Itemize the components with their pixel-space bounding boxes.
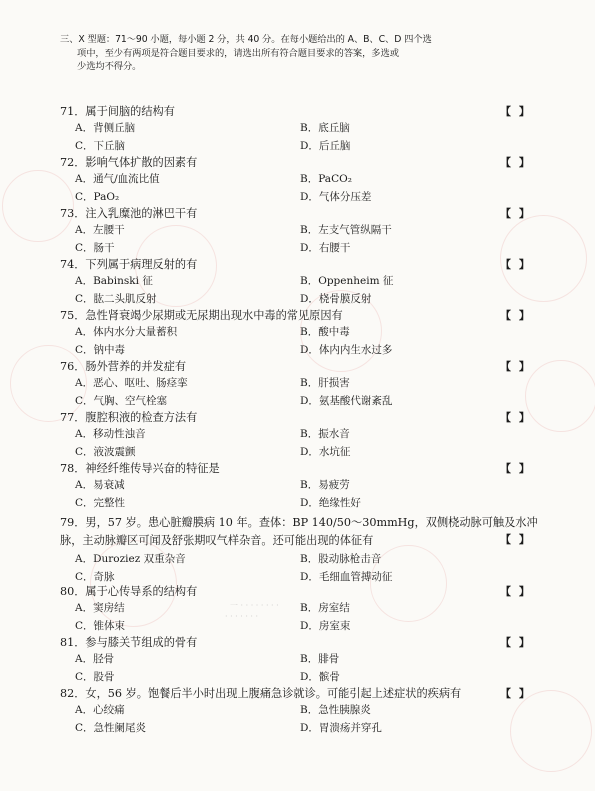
option-c[interactable]: C．液波震颤 bbox=[75, 446, 136, 458]
question-stem: 71．属于间脑的结构有 bbox=[60, 105, 175, 118]
option-d[interactable]: D．桡骨膜反射 bbox=[300, 293, 372, 305]
option-c[interactable]: C．股骨 bbox=[75, 671, 115, 683]
option-d[interactable]: D．气体分压差 bbox=[300, 191, 372, 203]
option-c[interactable]: C．钠中毒 bbox=[75, 344, 126, 356]
answer-bracket[interactable]: 【 】 bbox=[500, 309, 532, 322]
bleed-through-mark: · · · · · · · bbox=[225, 612, 259, 621]
option-a[interactable]: A．体内水分大量蓄积 bbox=[75, 326, 178, 338]
instructions-line-1: 三、X 型题：71～90 小题，每小题 2 分，共 40 分。在每小题给出的 A、B、C、D 四个选 bbox=[60, 34, 432, 45]
answer-bracket[interactable]: 【 】 bbox=[500, 207, 532, 220]
question-stem: 72．影响气体扩散的因素有 bbox=[60, 156, 198, 169]
option-a[interactable]: A．Duroziez 双重杂音 bbox=[75, 553, 186, 565]
option-c[interactable]: C．气胸、空气栓塞 bbox=[75, 395, 168, 407]
option-a[interactable]: A．背侧丘脑 bbox=[75, 122, 136, 134]
option-d[interactable]: D．胃溃疡并穿孔 bbox=[300, 722, 382, 734]
question-stem: 78．神经纤维传导兴奋的特征是 bbox=[60, 462, 220, 475]
question-stem: 81．参与膝关节组成的骨有 bbox=[60, 636, 198, 649]
option-c[interactable]: C．奇脉 bbox=[75, 571, 115, 583]
option-c[interactable]: C．PaO₂ bbox=[75, 191, 120, 203]
option-a[interactable]: A．窦房结 bbox=[75, 602, 125, 614]
question-82 bbox=[0, 686, 595, 746]
option-d[interactable]: D．房室束 bbox=[300, 620, 351, 632]
option-d[interactable]: D．毛细血管搏动征 bbox=[300, 571, 393, 583]
question-stem: 73．注入乳糜池的淋巴干有 bbox=[60, 207, 198, 220]
option-a[interactable]: A．胫骨 bbox=[75, 653, 115, 665]
option-a[interactable]: A．恶心、呕吐、肠痉挛 bbox=[75, 377, 188, 389]
answer-bracket[interactable]: 【 】 bbox=[500, 533, 532, 546]
answer-bracket[interactable]: 【 】 bbox=[500, 687, 532, 700]
bleed-through-mark: 一 · · · · · · · · bbox=[230, 601, 279, 610]
option-b[interactable]: B．股动脉枪击音 bbox=[300, 553, 382, 565]
option-b[interactable]: B．PaCO₂ bbox=[300, 173, 352, 185]
question-stem: 75．急性肾衰竭少尿期或无尿期出现水中毒的常见原因有 bbox=[60, 309, 343, 322]
question-stem: 80．属于心传导系的结构有 bbox=[60, 585, 198, 598]
question-79 bbox=[0, 514, 595, 584]
option-d[interactable]: D．后丘脑 bbox=[300, 140, 351, 152]
option-b[interactable]: B．底丘脑 bbox=[300, 122, 350, 134]
option-b[interactable]: B．振水音 bbox=[300, 428, 350, 440]
option-b[interactable]: B．房室结 bbox=[300, 602, 350, 614]
answer-bracket[interactable]: 【 】 bbox=[500, 156, 532, 169]
section-instructions bbox=[60, 33, 460, 74]
option-d[interactable]: D．髌骨 bbox=[300, 671, 340, 683]
option-a[interactable]: A．左腰干 bbox=[75, 224, 125, 236]
option-c[interactable]: C．肱二头肌反射 bbox=[75, 293, 157, 305]
option-d[interactable]: D．绝缘性好 bbox=[300, 497, 361, 509]
option-a[interactable]: A．通气/血流比值 bbox=[75, 173, 160, 185]
answer-bracket[interactable]: 【 】 bbox=[500, 585, 532, 598]
option-c[interactable]: C．锥体束 bbox=[75, 620, 126, 632]
option-a[interactable]: A．Babinski 征 bbox=[75, 275, 153, 287]
option-b[interactable]: B．Oppenheim 征 bbox=[300, 275, 394, 287]
question-stem: 74．下列属于病理反射的有 bbox=[60, 258, 198, 271]
answer-bracket[interactable]: 【 】 bbox=[500, 636, 532, 649]
question-stem: 82．女，56 岁。饱餐后半小时出现上腹痛急诊就诊。可能引起上述症状的疾病有 bbox=[60, 687, 462, 700]
option-d[interactable]: D．体内内生水过多 bbox=[300, 344, 393, 356]
option-b[interactable]: B．急性胰腺炎 bbox=[300, 704, 371, 716]
option-c[interactable]: C．下丘脑 bbox=[75, 140, 126, 152]
option-b[interactable]: B．腓骨 bbox=[300, 653, 340, 665]
option-a[interactable]: A．移动性浊音 bbox=[75, 428, 146, 440]
answer-bracket[interactable]: 【 】 bbox=[500, 360, 532, 373]
answer-bracket[interactable]: 【 】 bbox=[500, 462, 532, 475]
instructions-line-2: 项中，至少有两项是符合题目要求的，请选出所有符合题目要求的答案，多选或 bbox=[77, 47, 399, 59]
option-b[interactable]: B．酸中毒 bbox=[300, 326, 350, 338]
option-b[interactable]: B．肝损害 bbox=[300, 377, 350, 389]
question-stem: 79．男，57 岁。患心脏瓣膜病 10 年。查体：BP 140/50～30mmHg，双侧桡动脉可触及水冲脉，主动脉瓣区可闻及舒张期叹气样杂音。还可能出现的体征有 bbox=[60, 516, 538, 547]
option-d[interactable]: D．右腰干 bbox=[300, 242, 351, 254]
option-b[interactable]: B．易疲劳 bbox=[300, 479, 350, 491]
answer-bracket[interactable]: 【 】 bbox=[500, 258, 532, 271]
question-stem: 77．腹腔积液的检查方法有 bbox=[60, 411, 198, 424]
option-a[interactable]: A．易衰减 bbox=[75, 479, 125, 491]
option-b[interactable]: B．左支气管纵隔干 bbox=[300, 224, 392, 236]
option-c[interactable]: C．肠干 bbox=[75, 242, 115, 254]
instructions-line-3: 少选均不得分。 bbox=[77, 61, 142, 73]
answer-bracket[interactable]: 【 】 bbox=[500, 105, 532, 118]
option-d[interactable]: D．水坑征 bbox=[300, 446, 351, 458]
option-a[interactable]: A．心绞痛 bbox=[75, 704, 125, 716]
option-c[interactable]: C．完整性 bbox=[75, 497, 126, 509]
option-d[interactable]: D．氨基酸代谢紊乱 bbox=[300, 395, 393, 407]
answer-bracket[interactable]: 【 】 bbox=[500, 411, 532, 424]
option-c[interactable]: C．急性阑尾炎 bbox=[75, 722, 147, 734]
question-stem: 76．肠外营养的并发症有 bbox=[60, 360, 187, 373]
question-78 bbox=[0, 461, 595, 521]
